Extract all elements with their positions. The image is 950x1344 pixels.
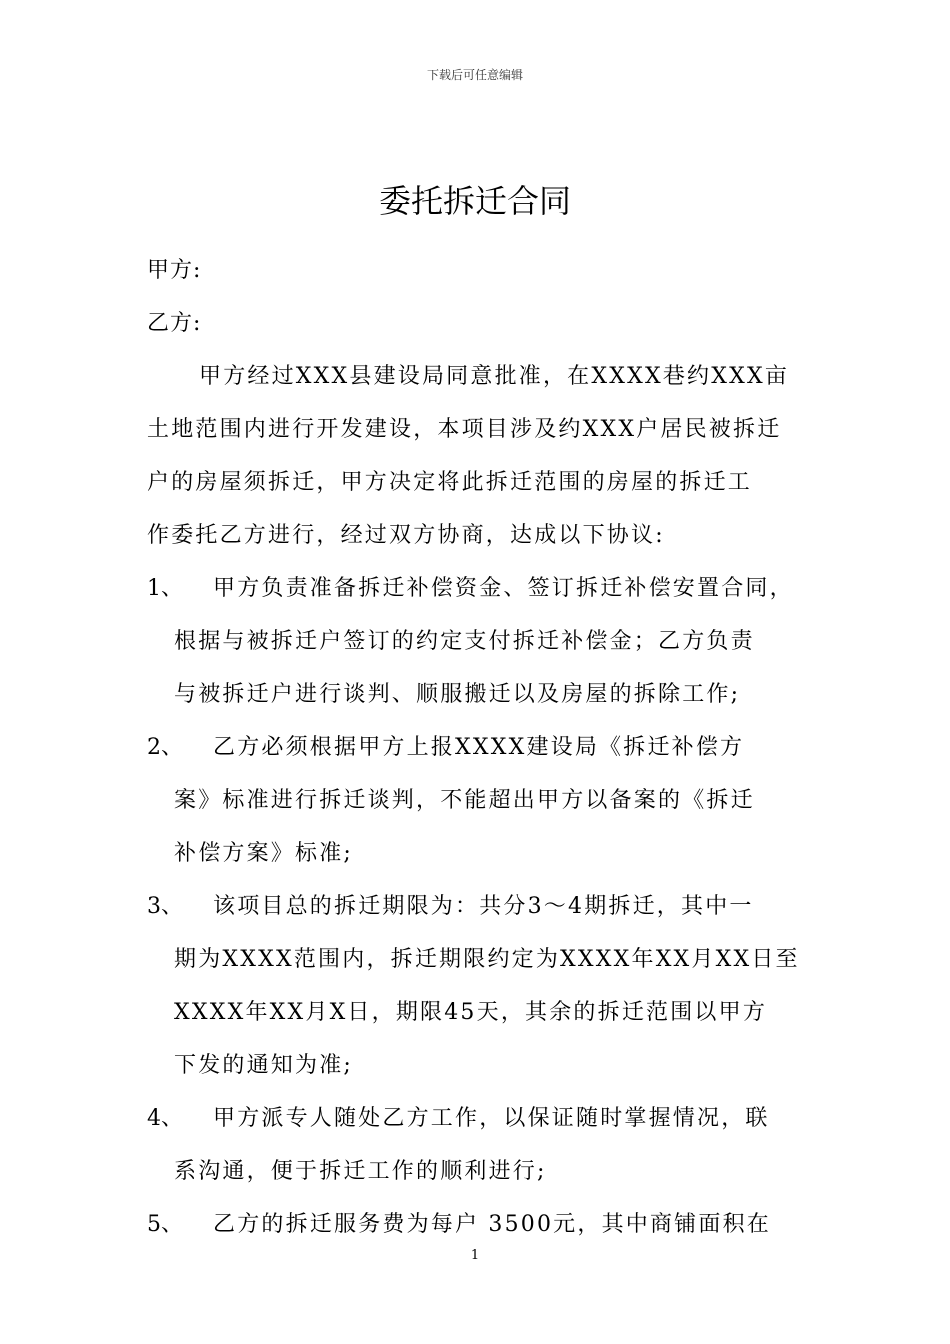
contract-body — [147, 244, 813, 1251]
clause-3 — [147, 880, 813, 1092]
party-b-label: 乙方: — [147, 311, 202, 336]
clause-first-line — [147, 721, 813, 774]
intro-line: 甲方经过XXX县建设局同意批准，在XXXX巷约XXX亩 — [199, 364, 790, 389]
clause-1 — [147, 562, 813, 721]
clause-5 — [147, 1198, 813, 1251]
clause-number: 1、 — [147, 576, 183, 601]
clause-number: 3、 — [147, 894, 183, 919]
clause-first-line — [147, 880, 813, 933]
clause-number: 4、 — [147, 1106, 183, 1131]
party-a-label: 甲方: — [147, 258, 202, 283]
clause-text: 乙方的拆迁服务费为每户 3500元，其中商铺面积在 — [213, 1212, 771, 1237]
clause-4 — [147, 1092, 813, 1198]
header-note: 下载后可任意编辑 — [426, 68, 523, 82]
intro-line: 土地范围内进行开发建设，本项目涉及约XXX户居民被拆迁 — [147, 417, 782, 442]
clause-2 — [147, 721, 813, 880]
clause-number: 2、 — [147, 735, 183, 760]
intro-line: 户的房屋须拆迁，甲方决定将此拆迁范围的房屋的拆迁工 — [147, 470, 753, 495]
clause-line: 根据与被拆迁户签订的约定支付拆迁补偿金；乙方负责 — [174, 629, 755, 654]
clause-number: 5、 — [147, 1212, 183, 1237]
intro-paragraph — [147, 350, 813, 562]
contract-title: 委托拆迁合同 — [378, 182, 571, 220]
clause-line: 下发的通知为准; — [174, 1053, 354, 1078]
clause-line: 系沟通，便于拆迁工作的顺利进行; — [174, 1159, 547, 1184]
clause-line: 期为XXXX范围内，拆迁期限约定为XXXX年XX月XX日至 — [174, 947, 800, 972]
clause-first-line — [147, 1092, 813, 1145]
clause-line: 补偿方案》标准; — [174, 841, 354, 866]
clause-line: 案》标准进行拆迁谈判，不能超出甲方以备案的《拆迁 — [174, 788, 755, 813]
clause-text: 该项目总的拆迁期限为：共分3～4期拆迁，其中一 — [213, 894, 754, 919]
intro-line: 作委托乙方进行，经过双方协商，达成以下协议: — [147, 523, 665, 548]
page-number: 1 — [470, 1248, 480, 1263]
clause-text: 乙方必须根据甲方上报XXXX建设局《拆迁补偿方 — [213, 735, 745, 760]
clause-text: 甲方派专人随处乙方工作，以保证随时掌握情况，联 — [213, 1106, 770, 1131]
clause-line: XXXX年XX月X日，期限45天，其余的拆迁范围以甲方 — [174, 1000, 768, 1025]
clause-text: 甲方负责准备拆迁补偿资金、签订拆迁补偿安置合同， — [213, 576, 794, 601]
clause-first-line — [147, 562, 813, 615]
clause-line: 与被拆迁户进行谈判、顺服搬迁以及房屋的拆除工作; — [174, 682, 741, 707]
clause-first-line — [147, 1198, 813, 1251]
